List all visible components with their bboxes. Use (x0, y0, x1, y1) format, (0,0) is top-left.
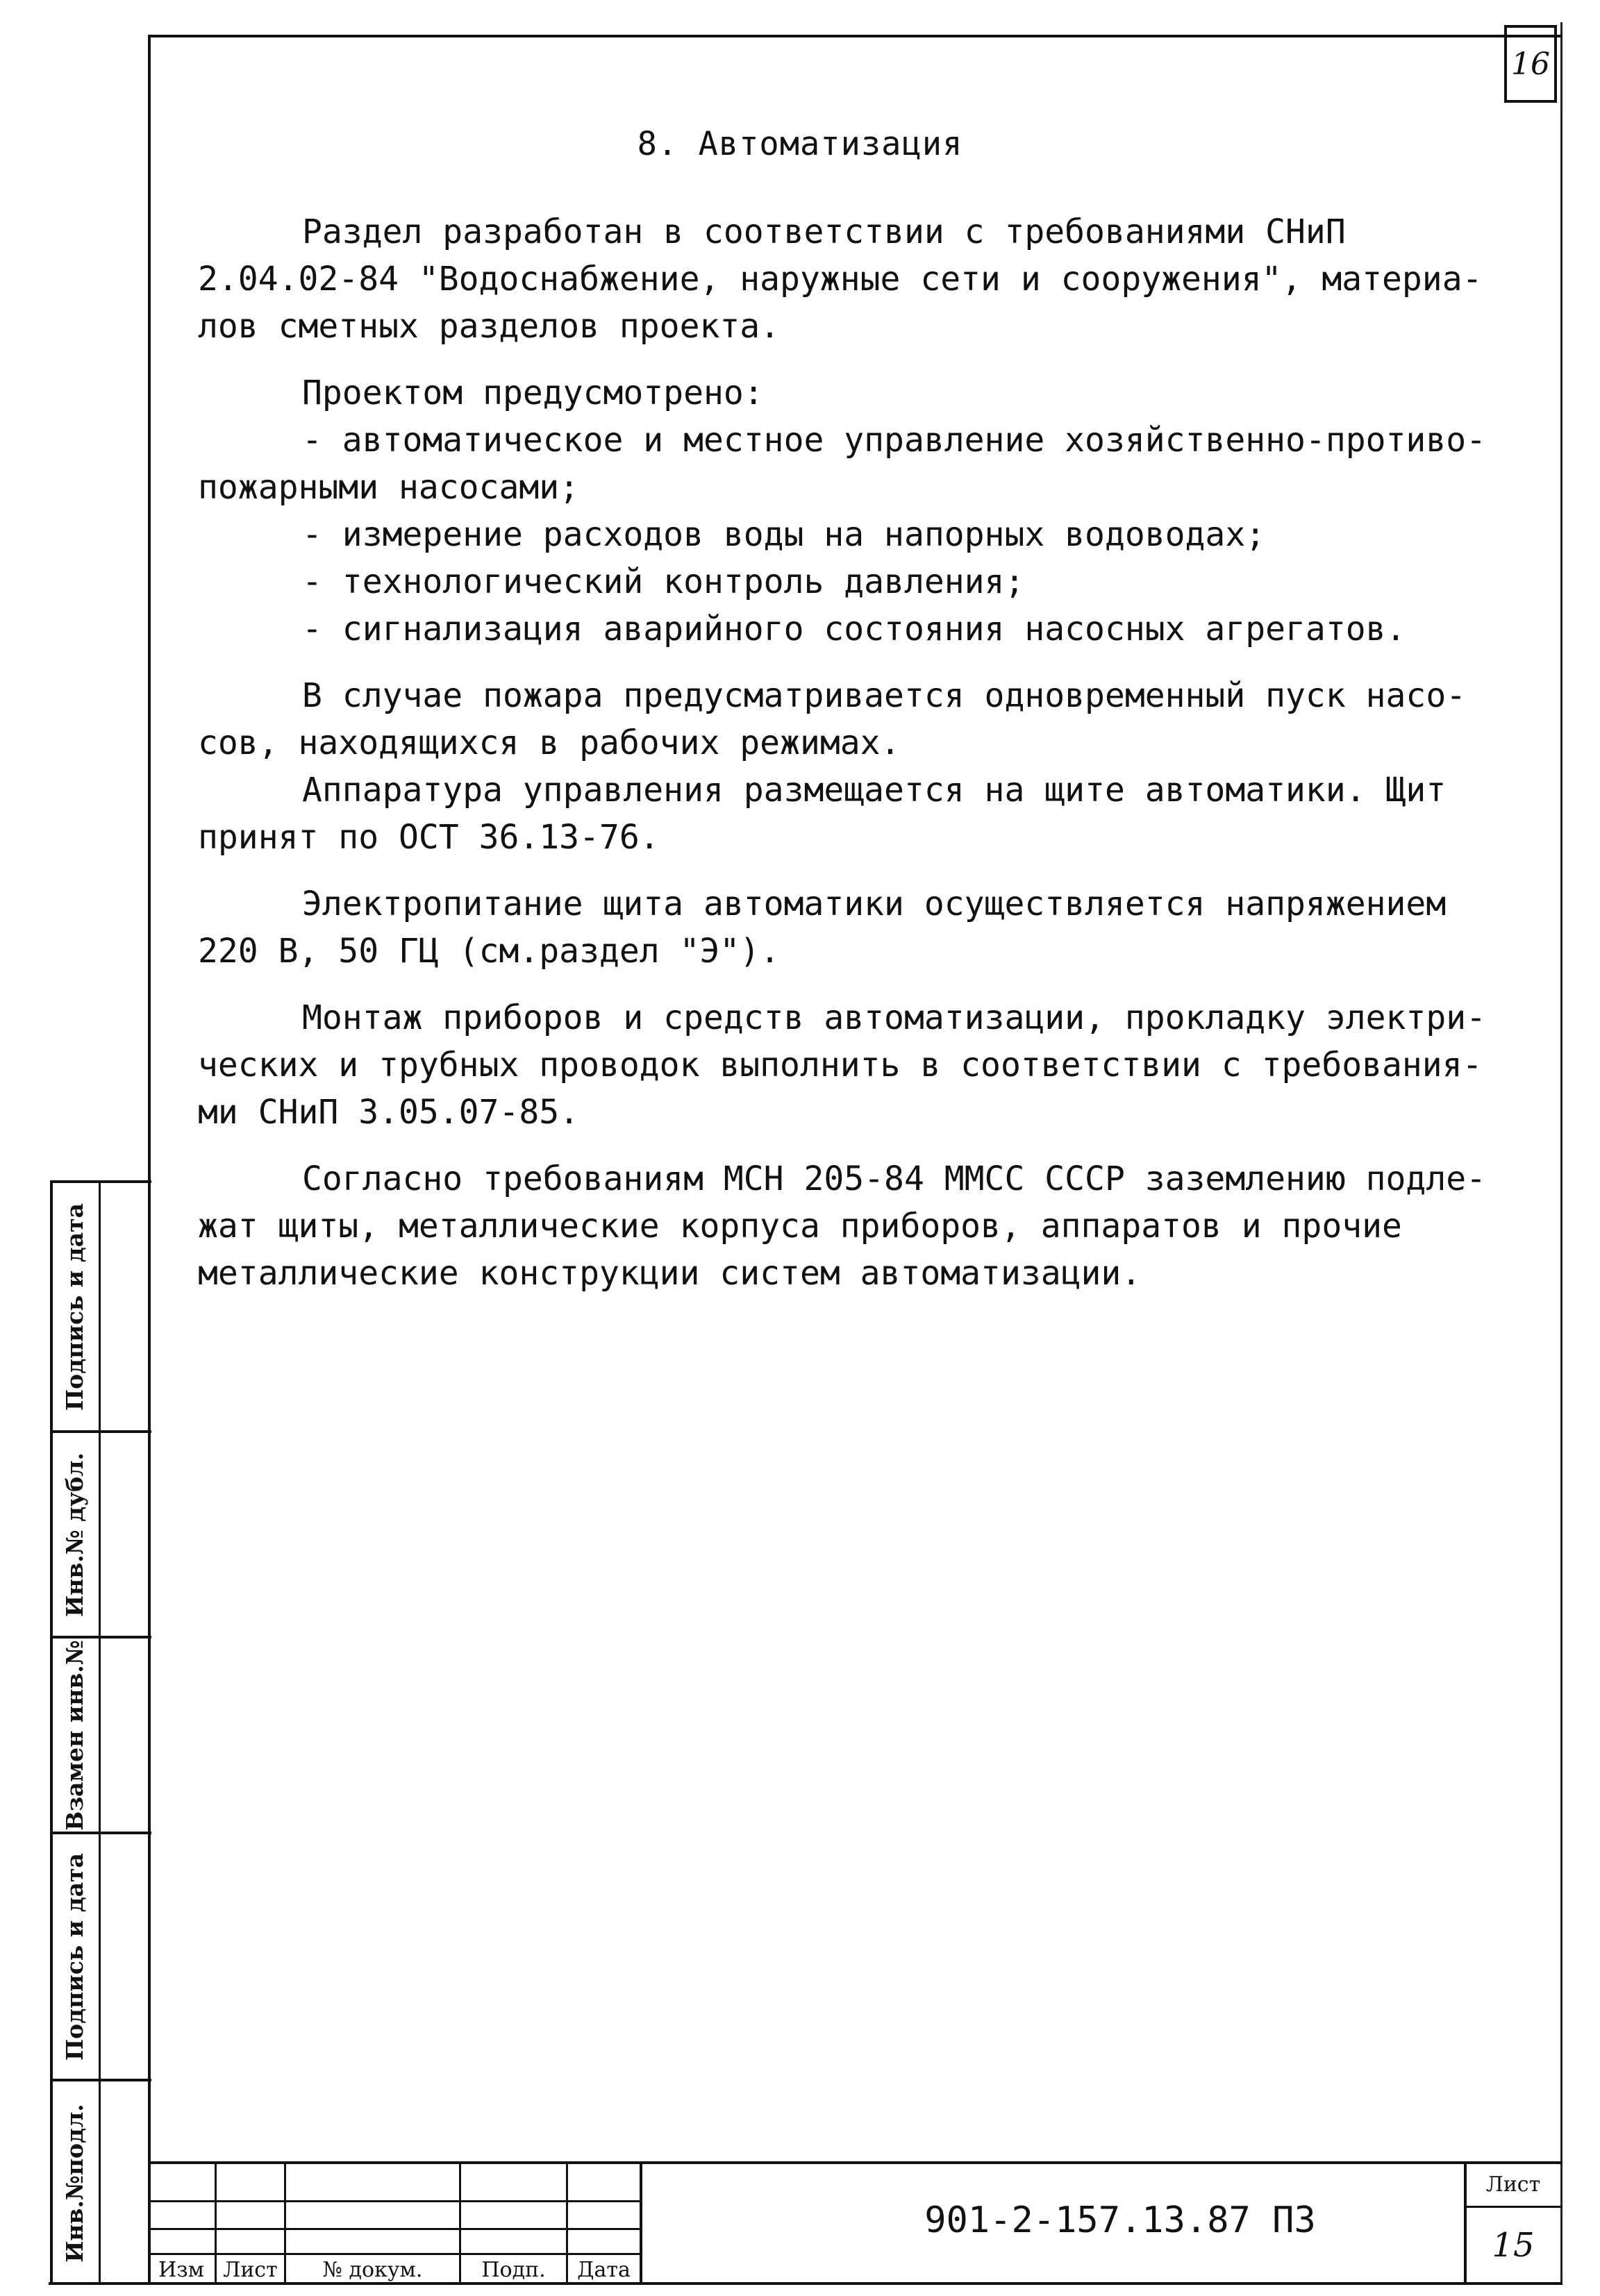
col-sign-label: Подп. (481, 2257, 546, 2282)
document-body (198, 208, 1552, 1297)
paragraph-line: жат щиты, металлические корпуса приборов, аппаратов и прочие (198, 1207, 1402, 1246)
paragraph-line: Согласно требованиям МСН 205-84 ММСС СССР заземлению подле- (302, 1159, 1487, 1198)
paragraph-line: 2.04.02-84 "Водоснабжение, наружные сети и сооружения", материа- (198, 260, 1483, 299)
frame-right-border (1560, 22, 1562, 2284)
sheet-label: Лист (1485, 2172, 1541, 2197)
paragraph-line: пожарными насосами; (198, 468, 580, 507)
list-item: - технологический контроль давления; (302, 562, 1025, 601)
paragraph-line: В случае пожара предусматривается одновременный пуск насо- (302, 676, 1467, 715)
stamp-replacement-inventory: Взамен инв.№ (60, 1639, 88, 1831)
paragraph-line: Монтаж приборов и средств автоматизации, прокладку электри- (302, 998, 1487, 1037)
stamp-original-inventory: Инв.№подл. (60, 2103, 88, 2263)
paragraph-line: 220 В, 50 ГЦ (см.раздел "Э"). (198, 932, 781, 971)
col-doc-label: № докум. (322, 2257, 423, 2282)
stamp-duplicate-inventory: Инв.№ дубл. (60, 1452, 88, 1617)
paragraph-line: лов сметных разделов проекта. (198, 307, 781, 346)
frame-top-border (148, 35, 1562, 37)
stamp-signature-date-2: Подпись и дата (60, 1852, 88, 2061)
sheet-number: 15 (1492, 2226, 1535, 2265)
stamp-signature-date: Подпись и дата (60, 1203, 88, 1411)
paragraph-line: металлические конструкции систем автоматизации. (198, 1254, 1142, 1293)
col-izm-label: Изм (158, 2257, 204, 2282)
title-block (148, 2161, 1562, 2285)
paragraph-line: ческих и трубных проводок выполнить в соответствии с требования- (198, 1046, 1483, 1084)
list-item: - сигнализация аварийного состояния насосных агрегатов. (302, 610, 1406, 648)
paragraph-line: ми СНиП 3.05.07-85. (198, 1093, 580, 1132)
section-title: 8. Автоматизация (637, 125, 963, 163)
paragraph-line: принят по ОСТ 36.13-76. (198, 818, 660, 857)
paragraph-line: сов, находящихся в рабочих режимах. (198, 723, 901, 762)
paragraph-line: Раздел разработан в соответствии с требованиями СНиП (302, 212, 1346, 251)
paragraph-line: Электропитание щита автоматики осуществляется напряжением (302, 885, 1447, 923)
list-item: - автоматическое и местное управление хозяйственно-противо- (302, 421, 1487, 460)
col-list-label: Лист (223, 2257, 278, 2282)
document-code: 901-2-157.13.87 ПЗ (924, 2199, 1316, 2241)
list-item: - измерение расходов воды на напорных водоводах; (302, 515, 1266, 554)
left-stamp-block (50, 1180, 151, 2284)
paragraph-line: Аппаратура управления размещается на щите автоматики. Щит (302, 771, 1447, 810)
col-date-label: Дата (577, 2257, 631, 2282)
corner-sheet-number: 16 (1504, 25, 1557, 103)
paragraph-line: Проектом предусмотрено: (302, 374, 764, 412)
